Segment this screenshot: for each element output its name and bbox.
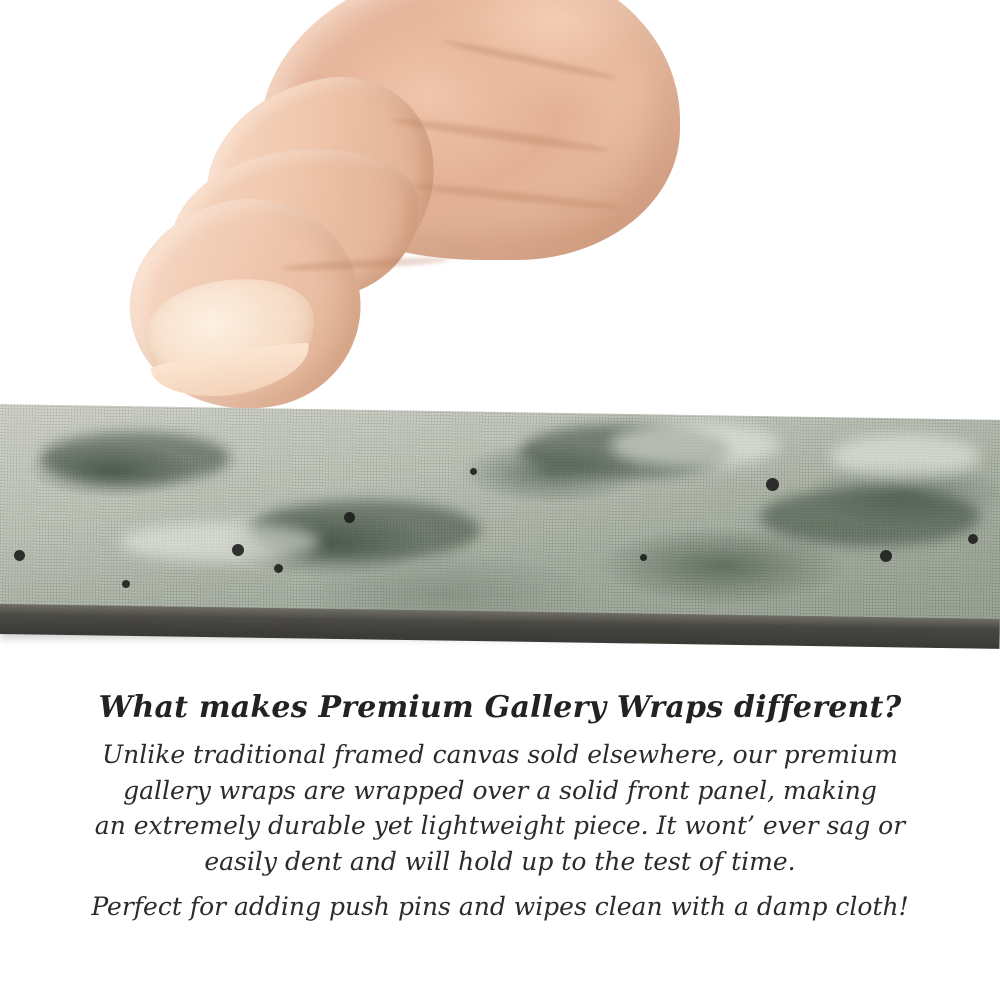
caption-headline: What makes Premium Gallery Wraps different? [98, 690, 902, 725]
canvas-blotch [760, 488, 980, 546]
canvas-speck [344, 512, 355, 523]
canvas-blotch [40, 432, 230, 484]
caption-line-4: easily dent and will hold up to the test of time. [204, 846, 796, 876]
caption-line-2: gallery wraps are wrapped over a solid front panel, making [123, 775, 877, 805]
canvas-speck [968, 534, 978, 544]
hand-photo [110, 0, 670, 430]
canvas-speck [122, 580, 130, 588]
canvas-highlight [120, 522, 320, 562]
canvas-speck [640, 554, 647, 561]
canvas-drop-shadow [0, 628, 1000, 644]
canvas-highlight [610, 422, 780, 468]
caption-line-1: Unlike traditional framed canvas sold elsewhere, our premium [102, 740, 898, 769]
canvas-speck [274, 564, 283, 573]
gallery-wrap-canvas-edge [0, 404, 1000, 619]
caption-block [0, 690, 1000, 925]
canvas-speck [232, 544, 244, 556]
caption-closing-line: Perfect for adding push pins and wipes clean with a damp cloth! [91, 892, 909, 921]
canvas-speck [470, 468, 477, 475]
canvas-highlight [830, 434, 980, 478]
canvas-speck [766, 478, 779, 491]
caption-line-3: an extremely durable yet lightweight piece. It wont’ ever sag or [94, 811, 906, 840]
canvas-speck [880, 550, 892, 562]
canvas-speck [14, 550, 25, 561]
